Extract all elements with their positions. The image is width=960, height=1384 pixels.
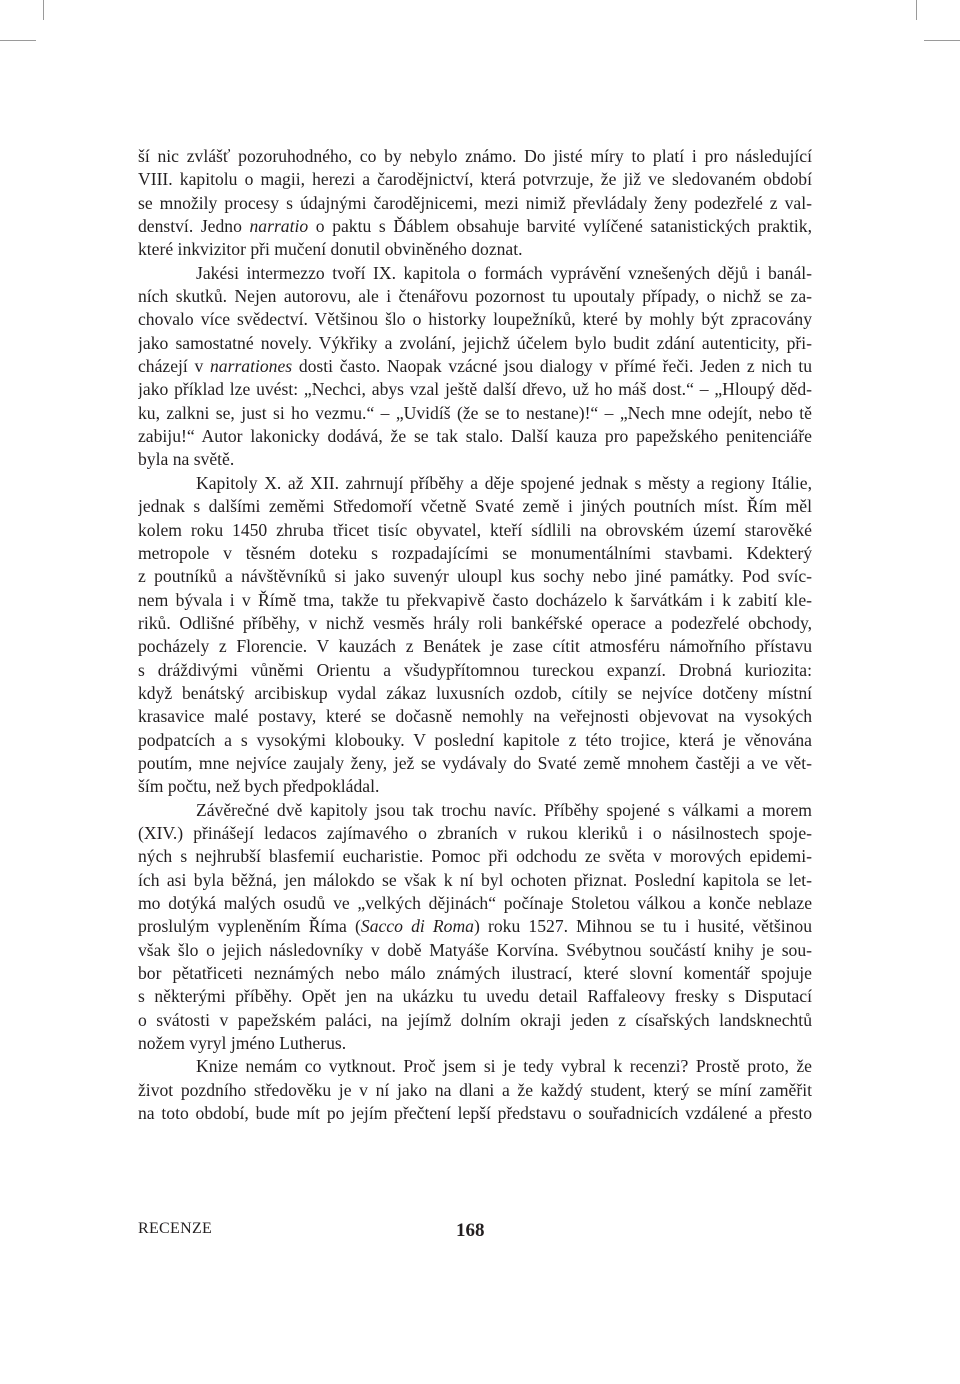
text-line: Kapitoly X. až XII. zahrnují příběhy a děje spojené jednak s městy a regiony Itálie, (196, 472, 812, 493)
text-line: bor pětatřiceti neznámých nebo málo známých ilustrací, které slovní komentář spojuje (138, 963, 812, 984)
text-line: se množily procesy s údajnými čarodějnicemi, mezi nimiž převládaly ženy podezřelé z val- (138, 192, 812, 213)
text-line: které inkvizitor při mučení donutil obviněného doznat. (138, 239, 523, 260)
text-line: riků. Odlišné příběhy, v nichž vesměs hrály roli bankéřské operace a podezřelé obchody, (138, 612, 812, 633)
text-line: ším počtu, než bych předpokládal. (138, 776, 380, 797)
text-line: kolem roku 1450 zhruba třicet tisíc obyvatel, kteří sídlili na obrovském území starověké (138, 519, 812, 540)
text-line: pocházely z Florencie. V kauzách z Benátek je zase cítit atmosféru námořního přístavu (138, 636, 812, 657)
page-number: 168 (456, 1220, 485, 1241)
crop-mark-left-horizontal (0, 40, 36, 41)
text-line: denství. Jedno narratio o paktu s Ďáblem obsahuje barvité vylíčené satanistických praktik, (138, 216, 812, 237)
text-line: byla na světě. (138, 449, 235, 470)
text-line: ku, zalkni se, just si ho vezmu.“ – „Uvidíš (že se to nestane)!“ – „Nech mne odejít, nebo tě (138, 402, 812, 423)
running-footer-section: RECENZE (138, 1220, 213, 1237)
text-line: poutím, mne nejvíce zaujaly ženy, jež se vydávaly do Svaté země mnohem častěji a ve vět- (138, 752, 812, 773)
crop-mark-right-vertical (916, 0, 917, 20)
paragraph (138, 145, 812, 262)
text-line: jako příklad lze uvést: „Nechci, abys vzal ještě další dřevo, už ho máš dost.“ – „Hloupý děd- (138, 379, 812, 400)
text-line: cházejí v narrationes dosti často. Naopak vzácné jsou dialogy v přímé řeči. Jeden z nich tu (138, 356, 812, 377)
text-line: (XIV.) přinášejí ledacos zajímavého o zbraních v rukou kleriků i o násilnostech spoje- (138, 822, 812, 843)
text-line: jako samostatné novely. Výkřiky a zvolání, jejichž účelem bylo budit zdání autenticity, při- (138, 332, 812, 353)
text-line: chovalo více svědectví. Většinou šlo o historky loupežníků, které by mohly být zpracovány (138, 309, 812, 330)
text-line: mo dotýká malých osudů ve „velkých dějinách“ počínaje Stoletou válkou a konče neblaze (138, 893, 812, 913)
text-line: však šlo o jejich následovníky v době Matyáše Korvína. Svébytnou součástí knihy je sou- (138, 939, 812, 960)
crop-mark-right-horizontal (924, 40, 960, 41)
text-line: ních skutků. Nejen autorovu, ale i čtenářovu pozornost tu upoutaly případy, o nichž se za- (138, 286, 812, 307)
crop-mark-left-vertical (43, 0, 44, 20)
text-line: z poutníků a návštěvníků si jako suvenýr uloupl kus sochy nebo jiné památky. Pod svíc- (138, 566, 812, 587)
body-text (138, 145, 812, 1125)
text-line: s dráždivými vůněmi Orientu a všudypřítomnou tureckou expanzí. Drobná kuriozita: (138, 659, 812, 680)
text-line: na toto období, bude mít po jejím přečtení lepší představu o souřadnicích vzdálené a přesto (138, 1103, 812, 1124)
text-line: ší nic zvlášť pozoruhodného, co by nebylo známo. Do jisté míry to platí i pro následující (138, 146, 812, 166)
text-line: nem bývala i v Římě tma, takže tu překvapivě často docházelo k šarvátkám i k zabití kle- (138, 589, 812, 610)
text-line: život pozdního středověku je v ní jako na dlani a že každý student, který se míní zaměřit (138, 1079, 812, 1100)
text-line: Knize nemám co vytknout. Proč jsem si je tedy vybral k recenzi? Prostě proto, že (196, 1056, 812, 1077)
text-line: s některými příběhy. Opět jen na ukázku tu uvedu detail Raffaleovy fresky s Disputací (138, 986, 812, 1007)
paragraph (138, 799, 812, 1056)
text-line: metropole v těsném doteku s rozpadajícími se monumentálními stavbami. Kdekterý (138, 542, 812, 563)
text-line: o svátosti v papežském paláci, na jejímž dolním okraji jeden z císařských landsknechtů (138, 1009, 812, 1030)
text-line: zabiju!“ Autor lakonicky dodává, že se tak stalo. Další kauza pro papežského penitenciáře (138, 426, 812, 447)
text-line: nožem vyryl jméno Lutherus. (138, 1033, 347, 1054)
text-line: když benátský arcibiskup vydal zákaz luxusních ozdob, cítily se nejvíce dotčeny místní (138, 682, 812, 703)
text-line: ných s nejhrubší blasfemií eucharistie. Pomoc při odchodu ze světa v morových epidemi- (138, 846, 812, 867)
text-line: podpatcích a s vysokými klobouky. V poslední kapitole z této trojice, která je věnována (138, 729, 812, 750)
paragraph (138, 472, 812, 799)
text-line: Závěrečné dvě kapitoly jsou tak trochu navíc. Příběhy spojené s válkami a morem (196, 799, 812, 820)
text-line: krasavice malé postavy, které se dočasně nemohly na veřejnosti objevovat na vysokých (138, 706, 812, 727)
text-line: VIII. kapitolu o magii, herezi a čarodějnictví, která potvrzuje, že již ve sledovaném období (138, 169, 812, 190)
text-line: proslulým vypleněním Říma (Sacco di Roma) roku 1527. Mihnou se tu i husité, většinou (138, 916, 812, 937)
text-line: jednak s dalšími zeměmi Středomoří včetně Svaté země i jiných poutních míst. Řím měl (138, 496, 812, 517)
paragraph (138, 262, 812, 472)
text-line: ích asi byla běžná, jen málokdo se však k ní byl ochoten přiznat. Poslední kapitola se let- (138, 869, 812, 890)
text-line: Jakési intermezzo tvoří IX. kapitola o formách vyprávění vznešených dějů i banál- (196, 262, 812, 283)
paragraph (138, 1055, 812, 1125)
